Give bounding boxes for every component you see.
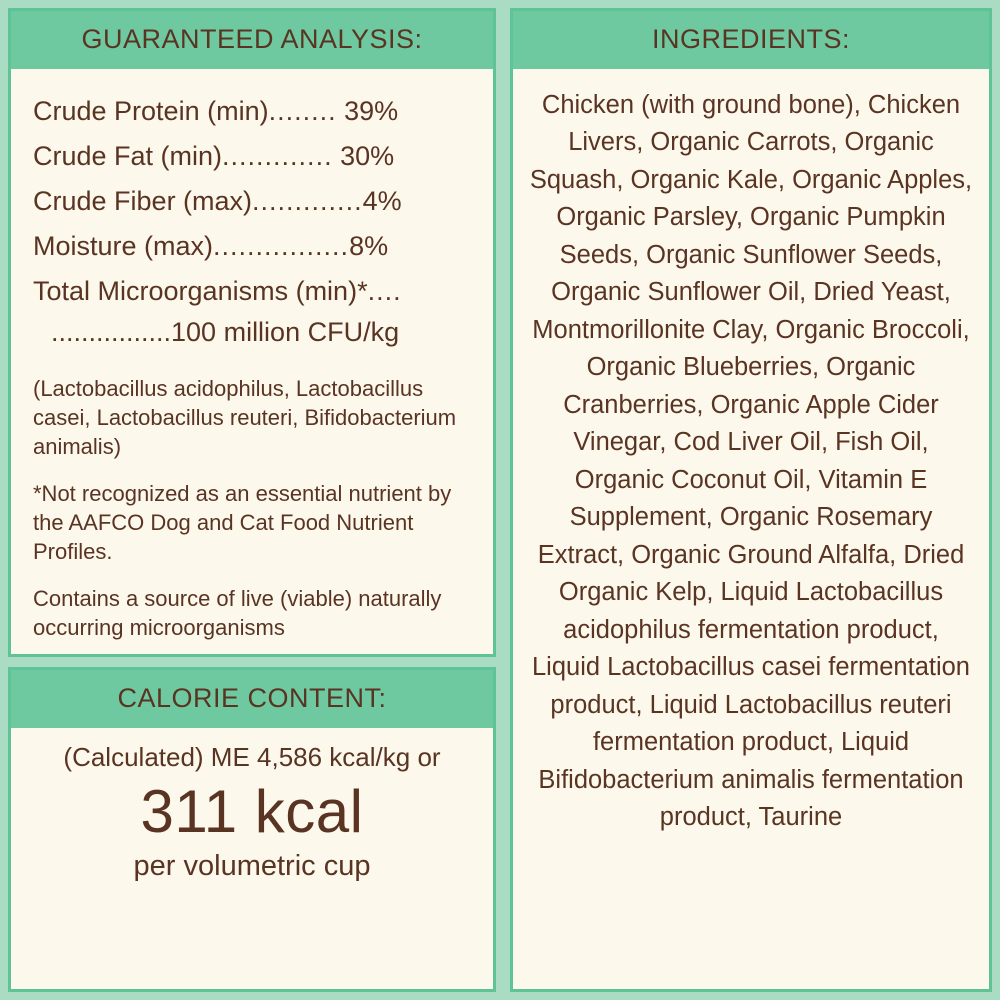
guaranteed-analysis-body (11, 69, 493, 654)
ingredients-header: INGREDIENTS: (513, 11, 989, 69)
asterisk-note: *Not recognized as an essential nutrient by the AAFCO Dog and Cat Food Nutrient Profiles. (33, 481, 452, 565)
analysis-row (33, 134, 471, 179)
analysis-dots: ............. (252, 186, 363, 217)
analysis-label: Moisture (max) (33, 231, 214, 262)
analysis-value: 30% (340, 141, 395, 172)
right-column (510, 8, 992, 992)
calorie-per-cup-label: per volumetric cup (133, 849, 371, 882)
analysis-row (33, 269, 471, 314)
guaranteed-analysis-header: GUARANTEED ANALYSIS: (11, 11, 493, 69)
analysis-value: 4% (362, 186, 402, 217)
cultures-note: (Lactobacillus acidophilus, Lactobacillus casei, Lactobacillus reuteri, Bifidobacterium animalis) (33, 376, 457, 460)
calorie-content-panel (8, 667, 496, 992)
analysis-dots: ........ (268, 96, 337, 126)
analysis-value: 39% (344, 96, 399, 126)
analysis-row (33, 179, 471, 224)
analysis-label: Crude Protein (min) (33, 96, 269, 126)
analysis-value: 8% (349, 231, 389, 262)
calorie-per-kg: (Calculated) ME 4,586 kcal/kg or (63, 742, 441, 773)
analysis-dots: ................ (213, 231, 350, 262)
analysis-dots: ............. (222, 141, 333, 172)
analysis-label: Total Microorganisms (min)* (33, 276, 368, 307)
analysis-row (33, 89, 471, 134)
calorie-content-body (11, 728, 493, 895)
calorie-content-header: CALORIE CONTENT: (11, 670, 493, 728)
guaranteed-analysis-panel (8, 8, 496, 657)
calorie-per-cup-value: 311 kcal (140, 777, 364, 845)
left-column (8, 8, 496, 992)
ingredients-list: Chicken (with ground bone), Chicken Livers, Organic Carrots, Organic Squash, Organic Kale, Organic Apples, Organic Parsley, Organic Pumpkin Seeds, Organic Sunflower Seeds, Organic Sunflower Oil, Dried Yeast, Montmorillonite Clay, Organic Broccoli, Organic Blueberries, Organic Cranberries, Organic Apple Cider Vinegar, Cod Liver Oil, Fish Oil, Organic Coconut Oil, Vitamin E Supplement, Organic Rosemary Extract, Organic Ground Alfalfa, Dried Organic Kelp, Liquid Lactobacillus acidophilus fermentation product, Liquid Lactobacillus casei fermentation product, Liquid Lactobacillus reuteri fermentation product, Liquid Bifidobacterium animalis fermentation product, Taurine (529, 91, 973, 832)
analysis-label: Crude Fiber (max) (33, 186, 253, 217)
analysis-row (33, 224, 471, 269)
analysis-dots: .... (367, 276, 402, 307)
analysis-label: Crude Fat (min) (33, 141, 223, 172)
ingredients-panel (510, 8, 992, 992)
live-microorganisms-note: Contains a source of live (viable) naturally occurring microorganisms (33, 586, 442, 641)
analysis-continuation: ................100 million CFU/kg (51, 317, 400, 348)
